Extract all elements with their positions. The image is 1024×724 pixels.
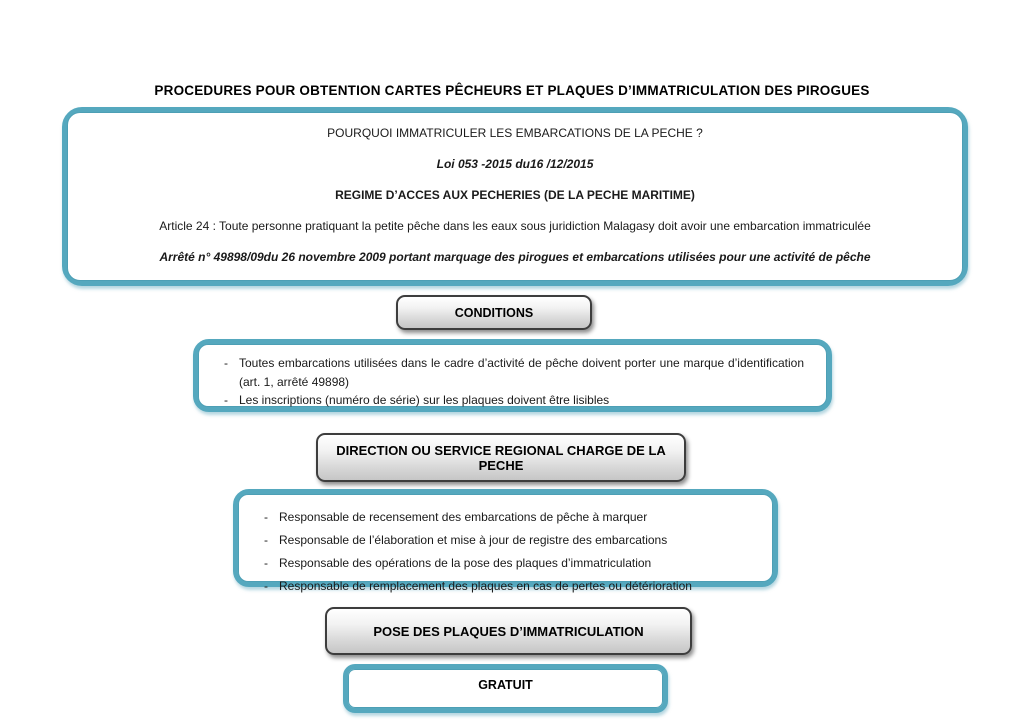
list-item-text: Responsable des opérations de la pose des plaques d’immatriculation — [279, 556, 652, 570]
gratuit-box-inner — [348, 669, 663, 708]
conditions-box — [193, 339, 832, 412]
intro-arrete: Arrêté n° 49898/09du 26 novembre 2009 portant marquage des pirogues et embarcations utilisées pour une activité de pêche — [159, 250, 871, 264]
gratuit-box — [343, 664, 668, 713]
pose-plaques-node: POSE DES PLAQUES D’IMMATRICULATION — [325, 607, 692, 655]
bullet-dash: - — [264, 510, 268, 524]
bullet-dash: - — [264, 556, 268, 570]
conditions-list — [199, 345, 826, 410]
intro-regime: REGIME D’ACCES AUX PECHERIES (DE LA PECHE MARITIME) — [335, 188, 695, 202]
intro-box-inner — [67, 112, 963, 281]
page-title: PROCEDURES POUR OBTENTION CARTES PÊCHEURS ET PLAQUES D’IMMATRICULATION DES PIROGUES — [154, 83, 870, 98]
list-item — [253, 506, 758, 529]
intro-box — [62, 107, 968, 286]
conditions-box-inner — [198, 344, 827, 407]
intro-article: Article 24 : Toute personne pratiquant la petite pêche dans les eaux sous juridiction Malagasy doit avoir une embarcation immatriculée — [159, 219, 871, 233]
direction-box-inner — [238, 494, 773, 593]
list-item — [213, 354, 804, 391]
bullet-dash: - — [264, 579, 268, 593]
intro-law: Loi 053 -2015 du16 /12/2015 — [436, 157, 594, 171]
list-item-text: Responsable de l’élaboration et mise à jour de registre des embarcations — [279, 533, 668, 547]
list-item — [253, 529, 758, 552]
list-item-text: Responsable de remplacement des plaques en cas de pertes ou détérioration — [279, 579, 692, 593]
gratuit-label: GRATUIT — [478, 678, 533, 692]
direction-node: DIRECTION OU SERVICE REGIONAL CHARGE DE LA PECHE — [316, 433, 686, 482]
bullet-dash: - — [224, 356, 228, 370]
conditions-node: CONDITIONS — [396, 295, 592, 330]
list-item-text: Responsable de recensement des embarcations de pêche à marquer — [279, 510, 648, 524]
intro-content — [68, 113, 962, 265]
bullet-dash: - — [264, 533, 268, 547]
list-item — [253, 552, 758, 575]
bullet-dash: - — [224, 393, 228, 407]
direction-list — [239, 495, 772, 598]
list-item-text: Les inscriptions (numéro de série) sur les plaques doivent être lisibles — [239, 393, 610, 407]
list-item-text: Toutes embarcations utilisées dans le cadre d’activité de pêche doivent porter une marque d’identification (art. 1, arrêté 49898) — [239, 356, 804, 389]
intro-heading: POURQUOI IMMATRICULER LES EMBARCATIONS DE LA PECHE ? — [327, 126, 703, 140]
list-item — [213, 391, 804, 410]
list-item — [253, 575, 758, 598]
direction-box — [233, 489, 778, 593]
